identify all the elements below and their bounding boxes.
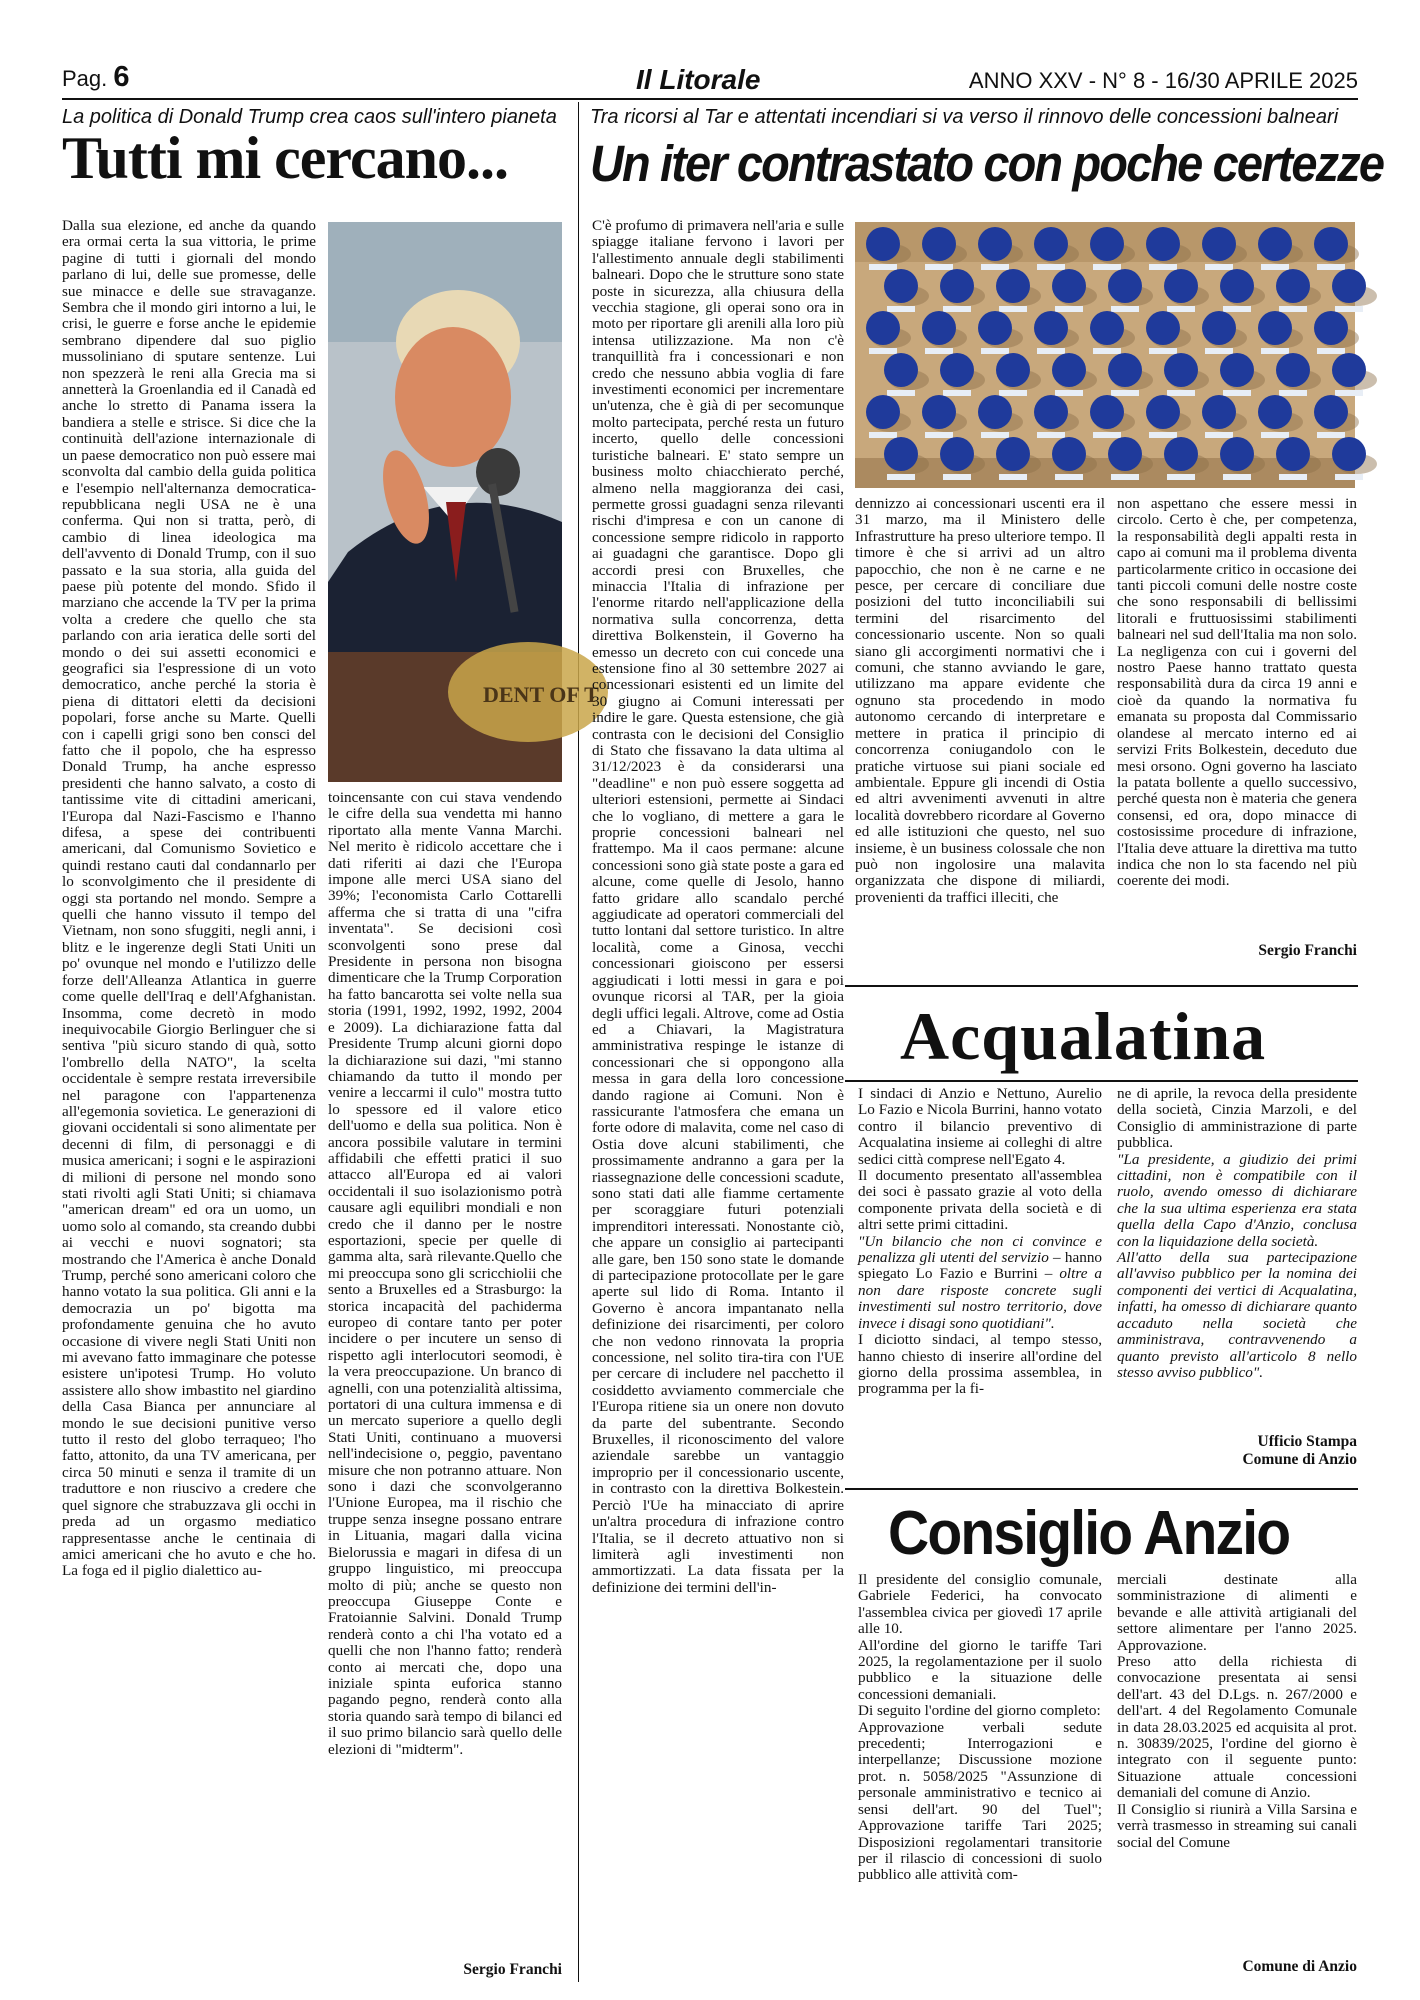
umbrella-shape (996, 437, 1030, 471)
left-article-col2 (328, 790, 562, 1960)
consiglio-p1: Il presidente del consiglio comunale, Gabriele Federici, ha convocato l'assemblea civica per giovedì 17 aprile alle 10. (858, 1571, 1102, 1638)
consiglio-col2-p2: Preso atto della richiesta di convocazione presentata ai sensi dell'art. 43 del D.Lgs. n. 267/2000 e dell'art. 4 del Regolamento Comunale in data 28.03.2025 ed acquisita al prot. n. 30839/2025, l'ordine del giorno è integrato con il seguente punto: Situazione attuale concessioni demaniali del comune di Anzio. (1117, 1653, 1357, 1802)
acqualatina-quote1: "Un bilancio che non ci convince e penalizza gli utenti del servizio (858, 1232, 1102, 1267)
column-divider (578, 102, 579, 1982)
umbrella-shape (1146, 395, 1180, 429)
acqualatina-col2 (1117, 1086, 1357, 1426)
umbrella-shape (1314, 227, 1348, 261)
consiglio-signature: Comune di Anzio (1242, 1958, 1357, 1975)
right-article-col2-text: dennizzo ai concessionari uscenti era il 31 marzo, ma il Ministero delle Infrastrutture ha preso ulteriore tempo. Il timore è che si arrivi ad un altro papocchio, che non è ne carne e ne pesce, per cercare di conciliare due posizioni del tutto inconciliabili sui termini del risarcimento del concessionario uscente. Non so quali siano gli accorgimenti normativi che i comuni, che stanno avviando le gare, utilizzano ma appare evidente che ognuno sta procedendo in modo autonomo cercando di interpretare e mettere in pratica il principio di concorrenza coniugandolo con le pratiche virtuose sui piani sociale ed ambientale. Eppure gli incendi di Ostia ed altri avvenimenti avvenuti in altre località dovrebbero ricordare al Governo ed alle istituzioni che questo, nel suo insieme, è un business colossale che non può non ingolosire una malavita organizzata che dispone di miliardi, provenienti da traffici illeciti, che (855, 495, 1105, 906)
acqualatina-col2-p1: ne di aprile, la revoca della presidente della società, Cinzia Marzoli, e del Consiglio di amministrazione di parte pubblica. (1117, 1085, 1357, 1152)
beach-umbrellas-photo (855, 222, 1355, 488)
umbrella-shape (1220, 353, 1254, 387)
umbrella-shape (1202, 227, 1236, 261)
acqualatina-p4: I diciotto sindaci, al tempo stesso, hanno chiesto di inserire all'ordine del giorno della prossima assemblea, in programma per la fi- (858, 1331, 1102, 1398)
umbrella-shape (1332, 269, 1366, 303)
consiglio-top-rule (845, 1488, 1358, 1490)
beach-umbrellas-icon (855, 222, 1355, 488)
acqualatina-attribution: – hanno spiegato Lo Fazio e Burrini – (858, 1249, 1103, 1283)
umbrella-shape (866, 311, 900, 345)
umbrella-shape (884, 437, 918, 471)
acqualatina-top-rule (845, 985, 1358, 987)
umbrella-shape (978, 311, 1012, 345)
left-article-col1-text: Dalla sua elezione, ed anche da quando era ormai certa la sua vittoria, le prime pagine di tutti i giornali del mondo parlano di lui, delle sue promesse, delle sue minacce e delle sue stravaganze. Sembra che il mondo giri intorno a lui, le crisi, le guerre e forse anche le epidemie sembrano dipendere dal suo piglio mussoliniano di sputare sentenze. Lui non spezzerà le reni alla Grecia ma si annetterà la Groenlandia ed il Canadà ed anche lo stretto di Panama issera la bandiera a stelle e strisce. Si dice che la continuità dell'azione internazionale di un paese democratico non può essere mai sconvolta dal cambio della guida politica e l'esempio nell'alternanza democratica-repubblicana negli USA ne è una conferma. Qui non si tratta, però, di cambio di linea ideologica ma dell'avvento di Donald Trump, con il suo passato e la sua storia, alla guida del paese più potente del mondo. Sfido il marziano che accende la TV per la prima volta a credere che quello che sta parlando con aria ieratica delle sorti del mondo o dei sui assetti economici e geografici sia l'espressione di un voto democratico, anche perché la storia è piena di dittatori eletti da decisioni popolari, forse anche su Marte. Quelli con i capelli grigi sono ben consci del fatto che il popolo, che ha espresso Donald Trump, ha anche espresso presidenti che hanno salvato, a costo di tantissime vite di cittadini americani, l'Europa dal Nazi-Fascismo e l'hanno difesa, a spese dei contribuenti americani, dal Comunismo Sovietico e quindi restano cauti dal condannarlo per lo sconvolgimento che il presidente di oggi sta portando nel mondo. Sempre a quelli che hanno vissuto il tempo del Vietnam, non sono sfuggiti, negli anni, i blitz e le ingerenze degli Stati Uniti un po' ovunque nel mondo e l'utilizzo delle forze dell'Alleanza Atlantica in guerre come quelle dell'Iraq e dell'Afghanistan. Insomma, come decretò in modo inequivocabile Giorgio Berlinguer che si sentiva "più sicuro stando di quà, sotto l'ombrello della NATO", la scelta occidentale è sempre restata irreversibile nel paragone con l'appartenenza all'egemonia sovietica. Le generazioni di giovani occidentali si sono alimentate per decenni di film, di personaggi e di musica americani; i sogni e le aspirazioni di milioni di persone nel mondo sono stati rivolti agli Stati Uniti; si chiamava "american dream" ed ora un uomo, un uomo solo al comando, sta creando dubbi ai vecchi e nuovi sognatori; sta mostrando che l'America è anche Donald Trump, perché sono americani coloro che hanno votato la sua politica. Gli anni e la democrazia un po' bigotta ma profondamente genuina che ho avuto occasione di vivere negli Stati Uniti non mi avevano fatto immaginare che potesse esistere un'ipotesi Trump. Ho voluto assistere allo show imbastito nel giardino della Casa Bianca per annunciare al mondo le sue decisioni punitive verso tutto il resto del globo terraqueo; l'ho fatto, attonito, da una TV americana, per circa 50 minuti e senza il tramite di un traduttore e non riuscivo a credere che quel signore che strabuzzava gli occhi in preda ad un orgasmo mediatico rappresentasse anche le centinaia di amici americani che ho avuto e che ho. La foga ed il piglio dialettico au- (62, 217, 316, 1580)
umbrella-shape (1276, 269, 1310, 303)
page-number-value: 6 (113, 61, 130, 93)
right-kicker: Tra ricorsi al Tar e attentati incendiari si va verso il rinnovo delle concessioni balneari (590, 106, 1339, 128)
umbrella-shape (978, 227, 1012, 261)
umbrella-shape (1052, 437, 1086, 471)
left-kicker: La politica di Donald Trump crea caos sull'intero pianeta (62, 106, 557, 128)
umbrella-shape (922, 395, 956, 429)
umbrella-shape (1108, 269, 1142, 303)
umbrella-shape (996, 353, 1030, 387)
left-article-col1 (62, 218, 316, 1990)
left-article-col2-text: toincensante con cui stava vendendo le cifre della sua vendetta mi hanno riportato alla mente Vanna Marchi. Nel merito è ridicolo accettare che i dati riferiti ai dazi che l'Europa impone alle merci USA siano del 39%; l'economista Carlo Cottarelli afferma che si tratta di una "cifra inventata". Se decisioni così sconvolgenti sono prese dal Presidente in persona non bisogna dimenticare che la Trump Corporation ha fatto bancarotta sei volte nella sua storia (1991, 1992, 1992, 1992, 2004 e 2009). La dichiarazione fatta dal Presidente Trump alcuni giorni dopo la dichiarazione sui dazi, "mi stanno chiamando da tutto il mondo per venire a leccarmi il culo" mostra tutto lo spessore ed il valore etico dell'uomo e della sua politica. Non è ancora possibile valutare in termini affidabili che effetti pratici il suo attacco all'Europa ed ai valori occidentali il suo isolazionismo potrà causare agli equilibri mondiali e non credo che il danno per le nostre esportazioni, specie per quelle di gamma alta, sarà rilevante.Quello che mi preoccupa sono gli scricchiolii che sento a Bruxelles ed a Strasburgo: la storica incapacità del pachiderma europeo di contare tanto per poter incidere o per incutere un senso di rispetto agli interlocutori seomodi, è la vera preoccupazione. Un branco di agnelli, con una potenzialità altissima, portatori di una cultura immensa e di un mercato superiore a quello degli Stati Uniti, continuano a muoversi nell'indecisione o, peggio, paventano misure che non potranno attuare. Non sono i dazi che sconvolgeranno l'Unione Europea, ma il rischio che truppe senza insegne possano entrare in Lituania, magari dalla vicina Bielorussia e magari in difesa di un gruppo linguistico, mi preoccupa molto di più; anche se questo non preoccupa Giuseppe Conte e Fratoiannie Salvini. Donald Trump renderà conto a chi l'ha votato ed a quelli che non l'hanno fatto; renderà conto ai mercati che, dopo una iniziale spinta euforica stanno pagando pegno, renderà conto alla storia quando sarà tempo di bilanci ed il suo primo bilancio sarà quello delle elezioni di "midterm". (328, 789, 562, 1758)
umbrella-shape (1220, 437, 1254, 471)
newspaper-name: Il Litorale (636, 64, 761, 95)
umbrella-shape (996, 269, 1030, 303)
umbrella-shape (1034, 395, 1068, 429)
seal-text: DENT OF T (483, 682, 599, 707)
umbrella-shape (1108, 353, 1142, 387)
umbrella-shape (1164, 437, 1198, 471)
acqualatina-title-rule (845, 1080, 1358, 1082)
umbrella-shape (866, 227, 900, 261)
acqualatina-p2: Il documento presentato all'assemblea dei soci è passato grazie al voto della componente privata della società e di altri sette primi cittadini. (858, 1167, 1102, 1234)
consiglio-col2 (1117, 1572, 1357, 1942)
trump-photo (328, 222, 599, 782)
umbrella-shape (884, 353, 918, 387)
trump-photo-icon (328, 222, 599, 782)
right-headline: Un iter contrastato con poche certezze (590, 135, 1384, 192)
umbrella-shape (1220, 269, 1254, 303)
umbrella-shape (922, 311, 956, 345)
consiglio-title: Consiglio Anzio (888, 1499, 1290, 1568)
umbrella-shape (1164, 269, 1198, 303)
umbrella-shape (1090, 227, 1124, 261)
umbrella-shape (1052, 353, 1086, 387)
umbrella-shape (1258, 395, 1292, 429)
umbrella-shape (940, 269, 974, 303)
umbrella-shape (1108, 437, 1142, 471)
umbrella-shape (1146, 311, 1180, 345)
umbrella-shape (1034, 311, 1068, 345)
consiglio-col2-p1: merciali destinate alla somministrazione di alimenti e bevande e alle attività artigianali del settore alimentare per l'anno 2025. Approvazione. (1117, 1571, 1357, 1654)
left-signature: Sergio Franchi (463, 1961, 562, 1978)
umbrella-shape (1276, 437, 1310, 471)
umbrella-shape (1202, 311, 1236, 345)
acqualatina-signature-1: Ufficio Stampa (1257, 1433, 1357, 1450)
right-article-col3 (1117, 496, 1357, 941)
left-headline: Tutti mi cercano... (62, 125, 508, 191)
right-article-col3-text: non aspettano che essere messi in circolo. Certo è che, per competenza, la responsabilità degli appalti resta in capo ai comuni ma il problema diventa particolarmente critico in occasione dei tanti piccoli comuni delle nostre coste che sono responsabili di bellissimi litorali e fruttuosissimi stabilimenti balneari nel sud dell'Italia ma non solo. La negligenza con cui i governi del nostro Paese hanno trattato questa responsabilità dura da circa 19 anni e cioè da quando la normativa fu emanata su proposta dal Commissario olandese al mercato interno ed ai servizi Frits Bolkestein, deceduto due mesi orsono. Ogni governo ha lasciato la patata bollente a quello successivo, perché questa non è materia che genera consensi, ed ora, dopo minacce di costosissime procedure di infrazione, l'Italia deve attuare la direttiva ma tutto indica che non lo sta facendo nel più coerente dei modi. (1117, 495, 1357, 890)
umbrella-shape (884, 269, 918, 303)
acqualatina-signature-2: Comune di Anzio (1242, 1451, 1357, 1468)
umbrella-shape (1258, 311, 1292, 345)
consiglio-col2-p3: Il Consiglio si riunirà a Villa Sarsina e verrà trasmesso in streaming sui canali social del Comune (1117, 1800, 1357, 1851)
consiglio-p4: Approvazione verbali sedute precedenti; Interrogazioni e interpellanze; Discussione mozione prot. n. 5058/2025 "Assunzione di personale amministrativo e tecnico ai sensi dell'art. 90 del Tuel"; Approvazione tariffe Tari 2025; Disposizioni regolamentari transitorie per il rilascio di concessioni di suolo pubblico alle attività com- (858, 1718, 1102, 1884)
right-article-col2 (855, 496, 1105, 958)
umbrella-shape (1034, 227, 1068, 261)
umbrella-shape (922, 227, 956, 261)
umbrella-shape (866, 395, 900, 429)
umbrella-shape (940, 437, 974, 471)
umbrella-shape (1146, 227, 1180, 261)
umbrella-shape (1332, 353, 1366, 387)
umbrella-shape (978, 395, 1012, 429)
umbrella-shape (1314, 311, 1348, 345)
right-signature: Sergio Franchi (1258, 942, 1357, 959)
umbrella-shape (1276, 353, 1310, 387)
acqualatina-p1: I sindaci di Anzio e Nettuno, Aurelio Lo Fazio e Nicola Burrini, hanno votato contro il bilancio preventivo di Acqualatina insieme ai colleghi di altre sedici città comprese nell'Egato 4. (858, 1085, 1102, 1168)
acqualatina-quote2: oltre a non dare risposte concrete sugli investimenti sul nostro territorio, dove invece i disagi sono quotidiani". (858, 1265, 1103, 1332)
consiglio-p2: All'ordine del giorno le tariffe Tari 2025, la regolamentazione per il suolo pubblico e la situazione delle concessioni demaniali. (858, 1636, 1102, 1703)
umbrella-shape (1090, 311, 1124, 345)
page-header (62, 61, 1358, 100)
umbrella-shape (1332, 437, 1366, 471)
umbrella-shape (1090, 395, 1124, 429)
acqualatina-col2-quote2: All'atto della sua partecipazione all'avviso pubblico per la nomina dei componenti dei vertici di Acqualatina, infatti, ha omesso di dichiarare quanto accaduto nella società che amministrava, contravvenendo a quanto previsto all'articolo 8 nello stesso avviso pubblico". (1117, 1249, 1357, 1381)
page-number (62, 61, 130, 94)
consiglio-col1 (858, 1572, 1102, 1982)
umbrella-shape (1052, 269, 1086, 303)
acqualatina-col2-quote1: "La presidente, a giudizio dei primi cittadini, non è compatibile con il ruolo, avendo omesso di dichiarare che la sua ultima esperienza era stata quella della Capo d'Anzio, conclusa con la liquidazione della società. (1117, 1150, 1357, 1250)
umbrella-shape (1164, 353, 1198, 387)
umbrella-shape (1202, 395, 1236, 429)
right-article-col1 (592, 218, 844, 1990)
acqualatina-col1 (858, 1086, 1102, 1476)
issue-info: ANNO XXV - N° 8 - 16/30 APRILE 2025 (968, 68, 1358, 93)
page-prefix: Pag. (62, 66, 108, 91)
acqualatina-title: Acqualatina (900, 998, 1267, 1074)
umbrella-shape (940, 353, 974, 387)
umbrella-shape (1314, 395, 1348, 429)
right-article-col1-text: C'è profumo di primavera nell'aria e sulle spiagge italiane fervono i lavori per l'allestimento annuale degli stabilimenti balneari. Dopo che le strutture sono state poste in sicurezza, alla chiusura della vecchia stagione, gli operai sono ora in moto per riportare gli arenili alla loro più intensa utilizzazione. Ma non c'è tranquillità fra i concessionari e non credo che nessuno abbia voglia di fare investimenti economici per incrementare un'utenza, che è già di per secomunque molto partecipata, perché resta un futuro incerto, quello delle concessioni turistiche balneari. E' stato sempre un business molto chiacchierato perché, almeno nella maggioranza dei casi, permette grossi guadagni senza rilevanti rischi d'impresa e con un canone di concessione sempre ridicolo in rapporto ai guadagni che garantisce. Dopo gli accordi presi con Bruxelles, che minaccia l'Italia di infrazione per l'enorme ritardo nell'applicazione della normativa sulla concorrenza, detta direttiva Bolkenstein, il Governo ha emesso un decreto con cui concede una estensione fino al 30 settembre 2027 ai concessionari esistenti ed un limite del 30 giugno ai Comuni interessati per indire le gare. Questa estensione, che già contrasta con le decisioni del Consiglio di Stato che fissavano la data ultima al 31/12/2023 è da considerarsi una "deadline" e non può essere soggetta ad ulteriori estensioni, permette ai Sindaci che lo vogliano, di mettere a gara le proprie concessioni balneari nel frattempo. Ma il caos permane: alcune concessioni sono già state poste a gara ed alcune, come quelle di Jesolo, hanno fatto gridare allo scandalo perché aggiudicate ad operatori commerciali del tutto lontani dal settore turistico. In altre località, come a Ginosa, vecchi concessionari gioiscono per essersi aggiudicati i lotti messi in gara e poi ovunque ricorsi al TAR, per la gioia degli uffici legali. Altrove, come ad Ostia ed a Chiavari, la Magistratura amministrativa respinge le istanze di concessionari che si oppongono alla messa in gara della loro concessione dando ragione ai Comuni. Non è rassicurante l'atmosfera che emana un forte odore di malavita, come nel caso di Ostia dove alcuni stabilimenti, che prossimamente andranno a gara per la riassegnazione delle concessioni scadute, sono stati dati alle fiamme certamente per scoraggiare futuri potenziali imprenditori interessati. Nonostante ciò, che appare un consiglio ai partecipanti alle gare, ben 150 sono state le domande di partecipazione protocollate per le gare aperte sul lido di Roma. Intanto il Governo è ancora impantanato nella definizione dei risarcimenti, per coloro che non vedono rinnovata la propria concessione, nel solito tira-tira con l'UE per cercare di includere nel pacchetto il cosiddetto avviamento commerciale che l'Europa ritiene sia un onere non dovuto da parte del subentrante. Secondo Bruxelles, il riconoscimento del valore aziendale sarebbe un vantaggio improprio per il concessionario uscente, in contrasto con la direttiva Bolkestein. Perciò l'Ue ha minacciato di aprire un'altra procedura di infrazione contro l'Italia, se il decreto attuativo non si limiterà agli investimenti non ammortizzati. La data fissata per la definizione dei termini dell'in- (592, 217, 844, 1596)
consiglio-p3: Di seguito l'ordine del giorno completo: (858, 1702, 1101, 1720)
umbrella-shape (1258, 227, 1292, 261)
